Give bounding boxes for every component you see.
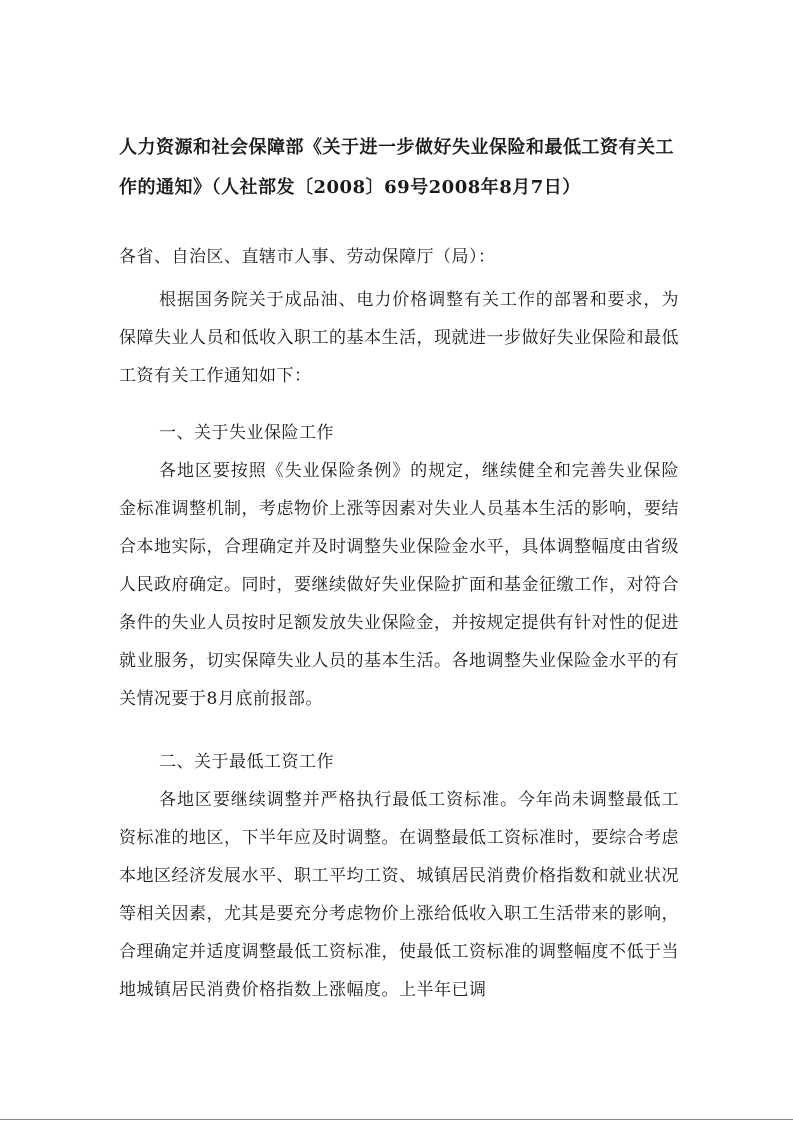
page-bottom-divider	[0, 1119, 793, 1120]
salutation: 各省、自治区、直辖市人事、劳动保障厅（局）：	[119, 247, 496, 267]
document-title: 人力资源和社会保障部《关于进一步做好失业保险和最低工资有关工作的通知》（人社部发〔2008〕69号2008年8月7日）	[119, 137, 674, 198]
section-heading-unemployment-insurance: 一、关于失业保险工作	[159, 423, 334, 443]
intro-paragraph: 根据国务院关于成品油、电力价格调整有关工作的部署和要求，为保障失业人员和低收入职工的基本生活，现就进一步做好失业保险和最低工资有关工作通知如下：	[119, 290, 679, 386]
section-body-unemployment-insurance: 各地区要按照《失业保险条例》的规定，继续健全和完善失业保险金标准调整机制，考虑物价上涨等因素对失业人员基本生活的影响，要结合本地实际，合理确定并及时调整失业保险金水平，具体调整幅度由省级人民政府确定。同时，要继续做好失业保险扩面和基金征缴工作，对符合条件的失业人员按时足额发放失业保险金，并按规定提供有针对性的促进就业服务，切实保障失业人员的基本生活。各地调整失业保险金水平的有关情况要于8月底前报部。	[119, 461, 679, 709]
section-body-minimum-wage: 各地区要继续调整并严格执行最低工资标准。今年尚未调整最低工资标准的地区，下半年应及时调整。在调整最低工资标准时，要综合考虑本地区经济发展水平、职工平均工资、城镇居民消费价格指数和就业状况等相关因素，尤其是要充分考虑物价上涨给低收入职工生活带来的影响，合理确定并适度调整最低工资标准，使最低工资标准的调整幅度不低于当地城镇居民消费价格指数上涨幅度。上半年已调	[119, 790, 679, 1000]
section-heading-minimum-wage: 二、关于最低工资工作	[159, 752, 334, 772]
